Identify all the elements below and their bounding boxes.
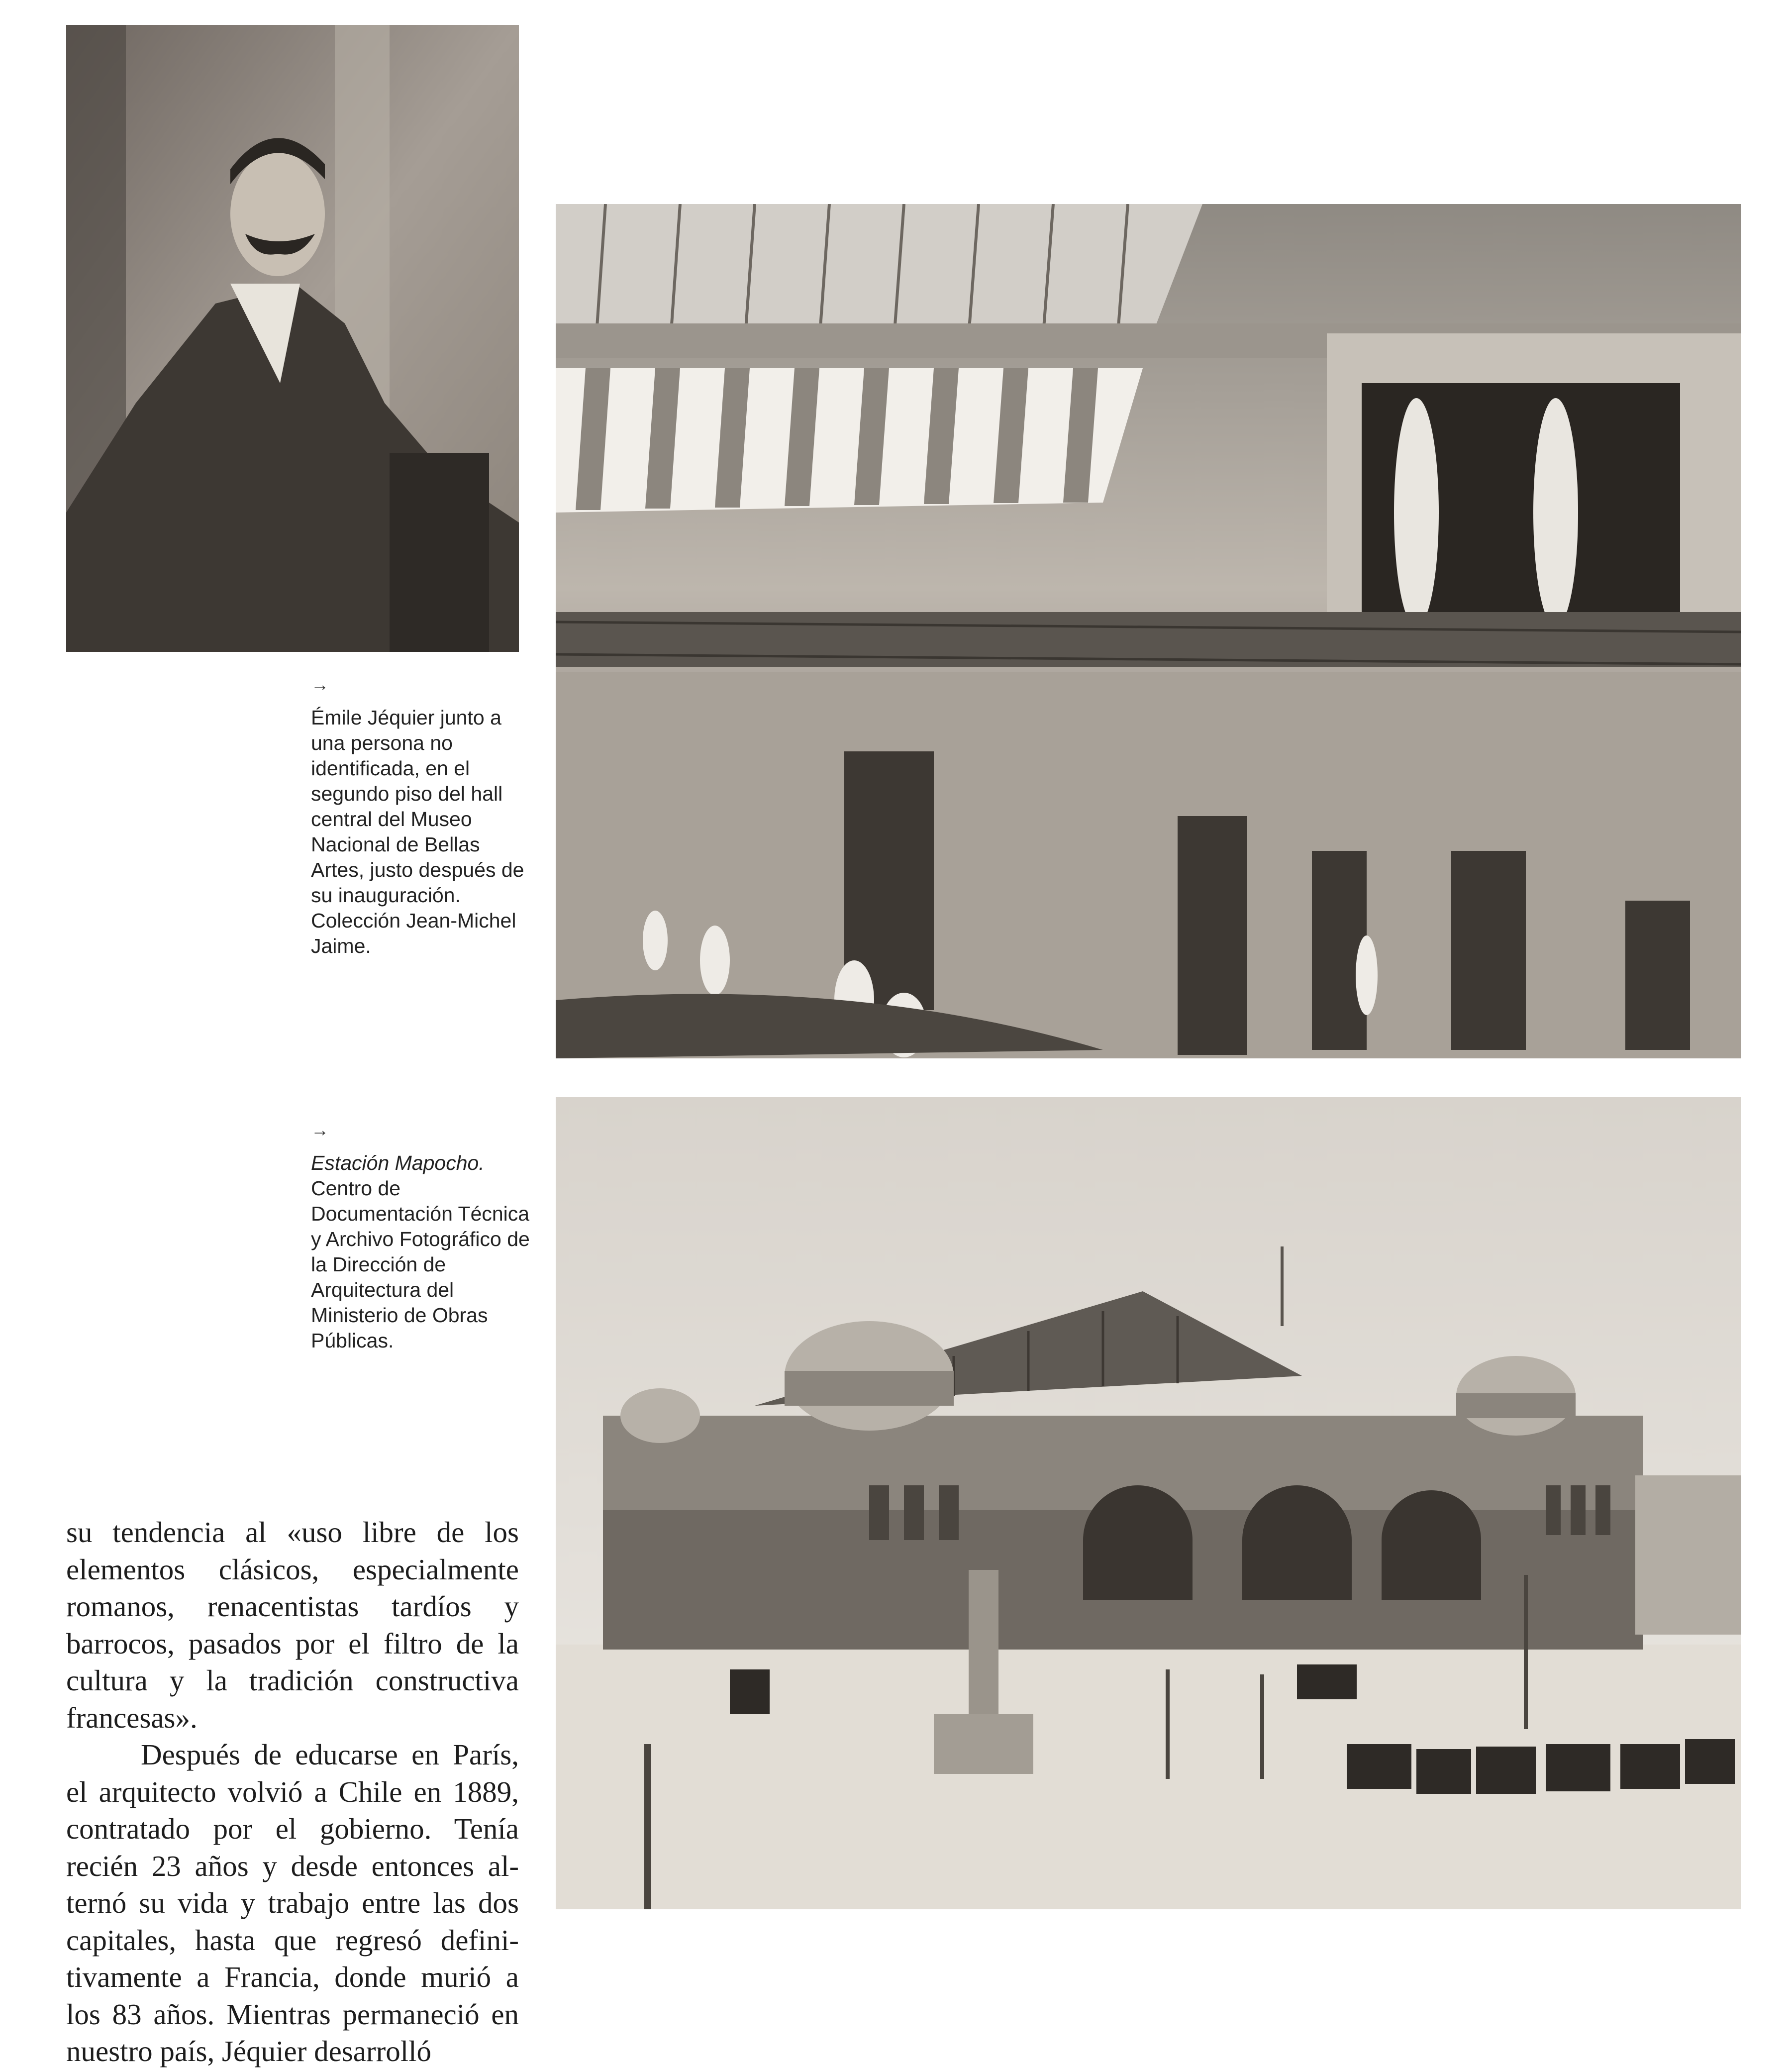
- estacion-mapocho-photo: [556, 1097, 1741, 1909]
- station-caption-title: Estación Mapocho.: [311, 1151, 485, 1174]
- portrait-caption-text: Émile Jéquier junto a una persona no identificada, en el segundo piso del hall central del Museo Nacional de Bellas Artes, justo después de su inauguración. Colección Jean-Michel Jaime.: [311, 706, 524, 957]
- station-caption: [311, 1117, 530, 1353]
- station-caption-text: Centro de Documentación Técnica y Archivo Fotográfico de la Dirección de Arquitectura del Ministerio de Obras Públicas.: [311, 1177, 530, 1352]
- body-paragraph: Después de educarse en París, el arquitecto volvió a Chile en 1889, contratado por el gobierno. Tenía recién 23 años y desde entonces alternó su vida y trabajo entre las dos capitales, hasta que regresó definitivamente a Francia, donde murió a los 83 años. Mientras permaneció en nuestro país, Jéquier desarrolló: [66, 1738, 519, 2068]
- body-text: [66, 1514, 519, 2070]
- museum-hall-photo: [556, 204, 1741, 1058]
- body-paragraph: su tendencia al «uso libre de los elementos clásicos, especialmente romanos, renacentistas tardíos y barrocos, pasados por el filtro de la cultura y la tradición constructiva francesas».: [66, 1516, 519, 1734]
- portrait-caption: [311, 672, 530, 959]
- portrait-photo: [66, 25, 519, 652]
- arrow-right-icon: →: [311, 674, 329, 695]
- arrow-right-icon: →: [311, 1120, 329, 1140]
